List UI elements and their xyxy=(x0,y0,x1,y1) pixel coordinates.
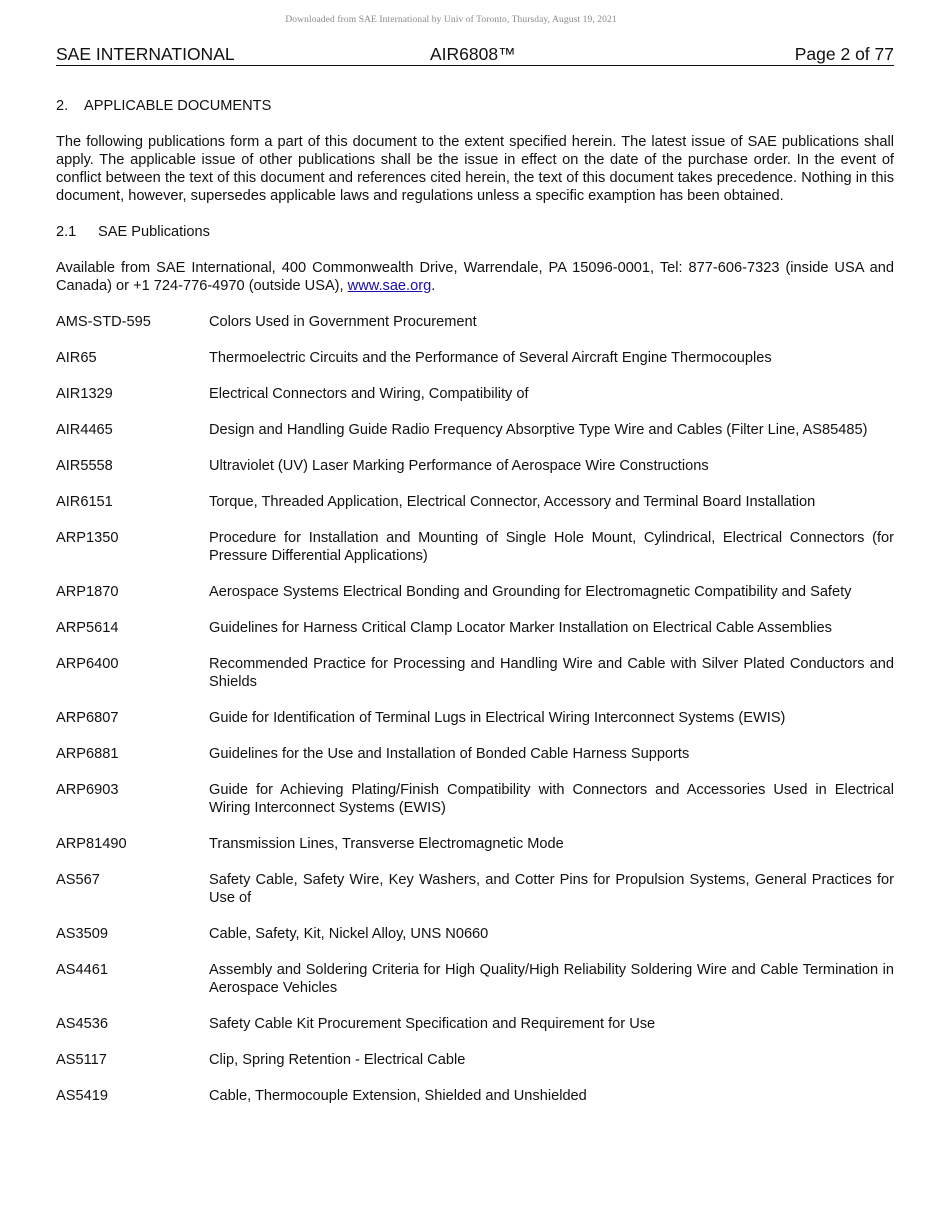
reference-code: ARP6807 xyxy=(56,710,119,726)
reference-title: Clip, Spring Retention - Electrical Cable xyxy=(209,1052,466,1068)
reference-code: ARP81490 xyxy=(56,836,127,852)
reference-code: AS4536 xyxy=(56,1016,108,1032)
reference-title: Transmission Lines, Transverse Electromagnetic Mode xyxy=(209,836,564,852)
reference-code: AIR5558 xyxy=(56,458,113,474)
reference-entry xyxy=(56,1015,894,1033)
section-intro-paragraph: The following publications form a part of this document to the extent specified herein. The latest issue of SAE publications shall apply. The applicable issue of other publications shall be the issue in effect on the date of the purchase order. In the event of conflict between the text of this document and references cited herein, the text of this document takes precedence. Nothing in this document, however, supersedes applicable laws and regulations unless a specific examption has been obtained. xyxy=(56,134,894,204)
header-organization: SAE INTERNATIONAL xyxy=(56,44,235,64)
reference-entry xyxy=(56,385,894,403)
availability-text: Available from SAE International, 400 Commonwealth Drive, Warrendale, PA 15096-0001, Tel: 877-606-7323 (inside USA and Canada) or +1 724-776-4970 (outside USA), xyxy=(56,260,894,294)
subsection-title: SAE Publications xyxy=(98,224,210,240)
reference-entry xyxy=(56,745,894,763)
reference-code: AS5117 xyxy=(56,1052,107,1068)
reference-entry xyxy=(56,349,894,367)
reference-entry xyxy=(56,1087,894,1105)
reference-code: AS3509 xyxy=(56,926,108,942)
reference-code: ARP1870 xyxy=(56,584,119,600)
reference-entry xyxy=(56,583,894,601)
reference-code: AIR6151 xyxy=(56,494,113,510)
reference-entry xyxy=(56,871,894,907)
reference-list xyxy=(56,313,894,1105)
header-document-number: AIR6808™ xyxy=(430,44,516,64)
reference-title: Procedure for Installation and Mounting of Single Hole Mount, Cylindrical, Electrical Connectors (for Pressure Differential Applications) xyxy=(209,530,894,564)
subsection-number: 2.1 xyxy=(56,224,77,240)
reference-code: AMS-STD-595 xyxy=(56,314,151,330)
reference-title: Electrical Connectors and Wiring, Compatibility of xyxy=(209,386,529,402)
reference-title: Safety Cable Kit Procurement Specification and Requirement for Use xyxy=(209,1016,656,1032)
reference-entry xyxy=(56,457,894,475)
reference-entry xyxy=(56,421,894,439)
reference-entry xyxy=(56,619,894,637)
reference-code: AIR4465 xyxy=(56,422,113,438)
reference-title: Cable, Safety, Kit, Nickel Alloy, UNS N0660 xyxy=(209,926,489,942)
reference-code: AIR65 xyxy=(56,350,97,366)
reference-entry xyxy=(56,655,894,691)
reference-code: ARP1350 xyxy=(56,530,119,546)
availability-paragraph xyxy=(56,259,894,295)
reference-title: Guidelines for the Use and Installation of Bonded Cable Harness Supports xyxy=(209,746,690,762)
reference-entry xyxy=(56,781,894,817)
reference-title: Ultraviolet (UV) Laser Marking Performance of Aerospace Wire Constructions xyxy=(209,458,709,474)
reference-entry xyxy=(56,493,894,511)
reference-entry xyxy=(56,925,894,943)
reference-code: AS5419 xyxy=(56,1088,108,1104)
reference-code: ARP6903 xyxy=(56,782,119,798)
reference-title: Recommended Practice for Processing and Handling Wire and Cable with Silver Plated Conductors and Shields xyxy=(209,656,894,690)
reference-entry xyxy=(56,529,894,565)
section-heading xyxy=(56,97,894,115)
reference-title: Design and Handling Guide Radio Frequency Absorptive Type Wire and Cables (Filter Line, AS85485) xyxy=(209,422,868,438)
reference-code: AIR1329 xyxy=(56,386,113,402)
reference-title: Safety Cable, Safety Wire, Key Washers, and Cotter Pins for Propulsion Systems, General Practices for Use of xyxy=(209,872,894,906)
download-watermark: Downloaded from SAE International by Univ of Toronto, Thursday, August 19, 2021 xyxy=(285,15,617,25)
document-body xyxy=(56,97,894,1123)
header-page-number: Page 2 of 77 xyxy=(794,44,894,64)
reference-title: Aerospace Systems Electrical Bonding and Grounding for Electromagnetic Compatibility and Safety xyxy=(209,584,852,600)
reference-title: Cable, Thermocouple Extension, Shielded and Unshielded xyxy=(209,1088,587,1104)
reference-entry xyxy=(56,1051,894,1069)
reference-title: Torque, Threaded Application, Electrical Connector, Accessory and Terminal Board Installation xyxy=(209,494,816,510)
reference-code: ARP5614 xyxy=(56,620,119,636)
reference-entry xyxy=(56,313,894,331)
section-number: 2. xyxy=(56,98,69,114)
section-title: APPLICABLE DOCUMENTS xyxy=(84,98,272,114)
reference-entry xyxy=(56,709,894,727)
reference-title: Guidelines for Harness Critical Clamp Locator Marker Installation on Electrical Cable Assemblies xyxy=(209,620,832,636)
subsection-heading xyxy=(56,223,894,241)
reference-title: Guide for Achieving Plating/Finish Compatibility with Connectors and Accessories Used in Electrical Wiring Interconnect Systems (EWIS) xyxy=(209,782,894,816)
availability-end: . xyxy=(431,278,436,294)
reference-title: Guide for Identification of Terminal Lugs in Electrical Wiring Interconnect Systems (EWIS) xyxy=(209,710,786,726)
reference-code: AS4461 xyxy=(56,962,108,978)
reference-title: Colors Used in Government Procurement xyxy=(209,314,477,330)
reference-code: AS567 xyxy=(56,872,100,888)
reference-title: Assembly and Soldering Criteria for High Quality/High Reliability Soldering Wire and Cable Termination in Aerospace Vehicles xyxy=(209,962,894,996)
reference-title: Thermoelectric Circuits and the Performance of Several Aircraft Engine Thermocouples xyxy=(209,350,772,366)
sae-website-link[interactable]: www.sae.org xyxy=(347,278,432,294)
reference-entry xyxy=(56,835,894,853)
reference-code: ARP6881 xyxy=(56,746,119,762)
reference-entry xyxy=(56,961,894,997)
reference-code: ARP6400 xyxy=(56,656,119,672)
page-header xyxy=(56,44,894,66)
